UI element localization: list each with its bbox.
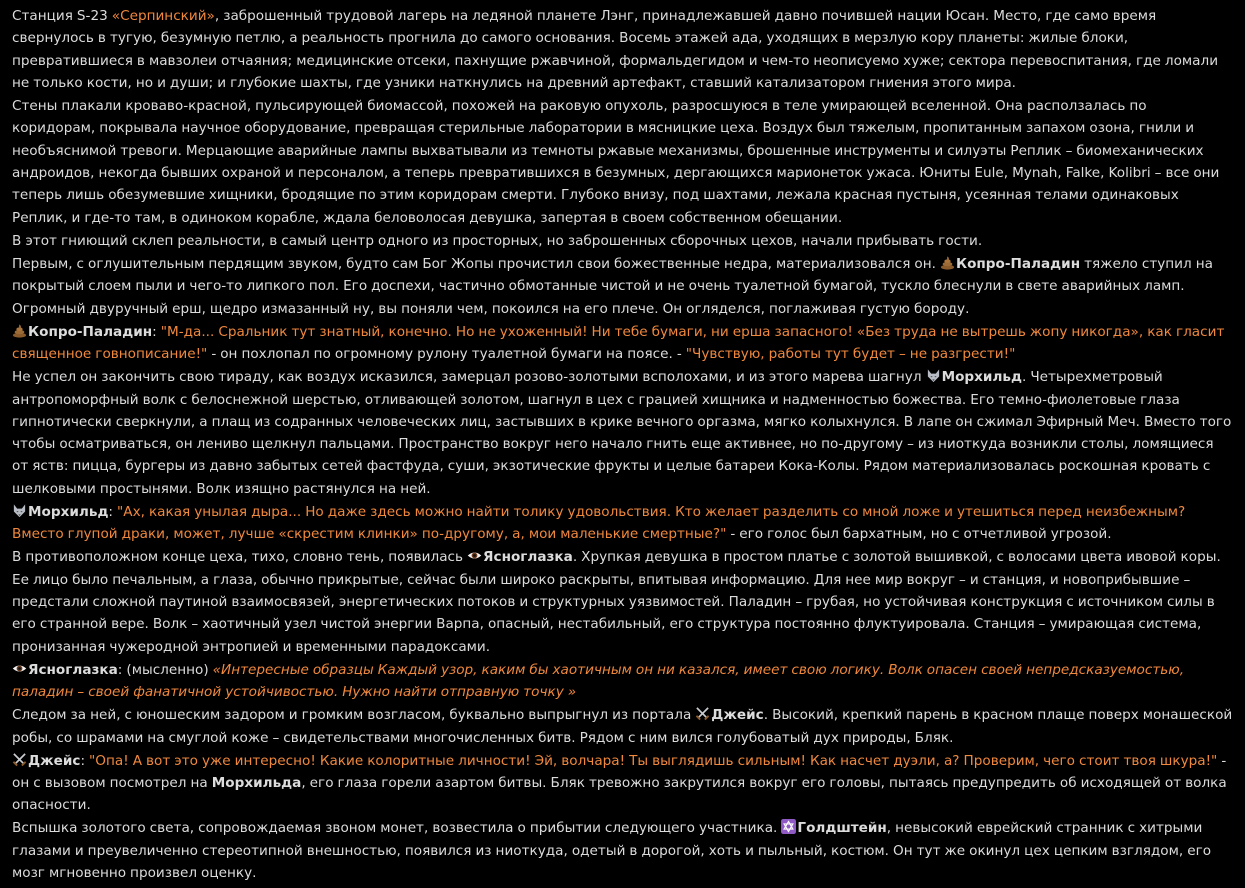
thought-quote: «Интересные образцы Каждый узор, каким бы хаотичным он ни казался, имеет свою логику. Волк опасен своей непредсказуемостью, паладин – своей фанатичной устойчивостью. Нужно найти отправную точку » (12, 661, 1185, 701)
narration-message: Вспышка золотого света, сопровождаемая звоном монет, возвестила о прибытии следующего участника. Голдштейн, невысокий еврейский странник с хитрыми глазами и преувеличенно стереотипной внешностью, появился из ниоткуда, одетый в дорогой, хоть и пыльный, костюм. Он тут же окинул цех цепким взглядом, его мозг мгновенно произвел оценку. (12, 820, 1212, 882)
poop-icon (12, 323, 27, 338)
dialogue-quote: "Чувствую, работы тут будет – не разгрести!" (685, 346, 1016, 363)
narration-message: В противоположном конце цеха, тихо, словно тень, появилась Ясноглазка. Хрупкая девушка в простом платье с золотой вышивкой, с волосами цвета ивовой коры. Ее лицо было печальным, а глаза, обычно прикрытые, сейчас были широко раскрыты, впитывая информацию. Для нее мир вокруг – и станция, и новоприбывшие – предстали сложной паутиной взаимосвязей, энергетических потоков и структурных уязвимостей. Паладин – грубая, но устойчивая конструкция с источником силы в его странной вере. Волк – хаотичный узел чистой энергии Варпа, опасный, нестабильный, его структура постоянно флуктуировала. Станция – умирающая система, пронизанная чужеродной энтропией и временными парадоксами. (12, 549, 1221, 655)
character-name: Копро-Паладин (28, 323, 153, 340)
star-of-david-icon (781, 819, 796, 834)
character-name: Джейс (28, 752, 81, 769)
character-name: Джейс (711, 707, 764, 724)
wolf-icon (12, 503, 27, 518)
crossed-swords-icon (695, 706, 710, 721)
dialogue-quote: "М-да... Сральник тут знатный, конечно. Но не ухоженный! Ни тебе бумаги, ни ерша запасного! «Без труда не вытрешь жопу никогда», как гласит священное говнописание!" (12, 323, 1225, 363)
dialogue-message: Ясноглазка: (мысленно) «Интересные образцы Каждый узор, каким бы хаотичным он ни казался, имеет свою логику. Волк опасен своей непредсказуемостью, паладин – своей фанатичной устойчивостью. Нужно найти отправную точку » (12, 661, 1185, 701)
character-name: Морхильд (941, 369, 1022, 386)
narration-message: Станция S-23 «Серпинский», заброшенный трудовой лагерь на ледяной планете Лэнг, принадлежавшей давно почившей нации Юсан. Место, где само время свернулось в тугую, безумную петлю, а реальность прогнила до самого основания. Восемь этажей ада, уходящих в мерзлую кору планеты: жилые блоки, превратившиеся в мавзолеи отчаяния; медицинские отсеки, пахнущие ржавчиной, формальдегидом и чем-то неописуемо хуже; сектора перевоспитания, где ломали не только кости, но и души; и глубокие шахты, где узники наткнулись на древний артефакт, ставший катализатором гниения этого мира. (12, 8, 1219, 91)
eye-icon (12, 661, 27, 676)
poop-icon (940, 255, 955, 270)
dialogue-quote: "Опа! А вот это уже интересно! Какие колоритные личности! Эй, волчара! Ты выглядишь сильным! Как насчет дуэли, а? Проверим, чего стоит твоя шкура!" (89, 752, 1218, 769)
narration-message: Стены плакали кроваво-красной, пульсирующей биомассой, похожей на раковую опухоль, разросшуюся в теле умирающей вселенной. Она расползалась по коридорам, покрывала научное оборудование, превращая стерильные лаборатории в мясницкие цеха. Воздух был тяжелым, пропитанным запахом озона, гнили и необъяснимой тревоги. Мерцающие аварийные лампы выхватывали из темноты ржавые механизмы, брошенные инструменты и силуэты Реплик – биомеханических андроидов, некогда бывших охраной и персоналом, а теперь превратившихся в безумных, дергающихся марионеток ужаса. Юниты Eule, Mynah, Falke, Kolibri – все они теперь лишь обезумевшие хищники, бродящие по этим коридорам смерти. Глубоко внизу, под шахтами, лежала красная пустыня, усеянная телами одинаковых Реплик, и где-то там, в одиноком корабле, ждала беловолосая девушка, запертая в своем собственном обещании. (12, 98, 1220, 226)
dialogue-message: Копро-Паладин: "М-да... Сральник тут знатный, конечно. Но не ухоженный! Ни тебе бумаги, ни ерша запасного! «Без труда не вытрешь жопу никогда», как гласит священное говнописание!" - он похлопал по огромному рулону туалетной бумаги на поясе. - "Чувствую, работы тут будет – не разгрести!" (12, 323, 1225, 363)
character-name: Ясноглазка (483, 549, 573, 566)
crossed-swords-icon (12, 752, 27, 767)
wolf-icon (926, 368, 941, 383)
narration-message: Не успел он закончить свою тираду, как воздух исказился, замерцал розово-золотыми всполохами, и из этого марева шагнул Морхильд. Четырехметровый антропоморфный волк с белоснежной шерстью, отливающей золотом, шагнул в цех с грацией хищника и надменностью божества. Его темно-фиолетовые глаза гипнотически сверкнули, а плащ из содранных человеческих лиц, застывших в крике вечного оргазма, мягко колыхнулся. В лапе он сжимал Эфирный Меч. Вместо того чтобы осматриваться, он лениво щелкнул пальцами. Пространство вокруг него начало гнить еще активнее, но по-другому – из ниоткуда возникли столы, ломящиеся от яств: пицца, бургеры из давно забытых сетей фастфуда, суши, экзотические фрукты и целые батареи Кока-Колы. Рядом материализовалась роскошная кровать с шелковыми простынями. Волк изящно растянулся на ней. (12, 369, 1232, 497)
narration-message: Следом за ней, с юношеским задором и громким возгласом, буквально выпрыгнул из портала Джейс. Высокий, крепкий парень в красном плаще поверх монашеской робы, со шрамами на смуглой коже – свидетельствами многочисленных битв. Рядом с ним вился голубоватый дух природы, Бляк. (12, 707, 1233, 746)
dialogue-message: Джейс: "Опа! А вот это уже интересно! Какие колоритные личности! Эй, волчара! Ты выглядишь сильным! Как насчет дуэли, а? Проверим, чего стоит твоя шкура!" - он с вызовом посмотрел на Морхильда, его глаза горели азартом битвы. Бляк тревожно закрутился вокруг его головы, пытаясь предупредить об исходящей от волка опасности. (12, 752, 1227, 814)
dialogue-message: Морхильд: "Ах, какая унылая дыра... Но даже здесь можно найти толику удовольствия. Кто желает разделить со мной ложе и утешиться перед неизбежным? Вместо глупой драки, может, лучше «скрестим клинки» по-другому, а, мои маленькие смертные?" - его голос был бархатным, но с отчетливой угрозой. (12, 503, 1186, 543)
eye-icon (467, 548, 482, 563)
character-name: Копро-Паладин (955, 255, 1081, 272)
character-name: Морхильд (28, 503, 109, 520)
character-name: Морхильда (211, 775, 302, 791)
narration-message: Первым, с оглушительным пердящим звуком, будто сам Бог Жопы прочистил свои божественные недра, материализовался он. Копро-Паладин тяжело ступил на покрытый слоем пыли и чего-то липкого пол. Его доспехи, частично обмотанные чистой и не очень туалетной бумагой, тускло блеснули в свете аварийных ламп. Огромный двуручный ерш, щедро измазанный ну, вы поняли чем, покоился на его плече. Он огляделся, поглаживая густую бороду. (12, 255, 1213, 317)
station-name: «Серпинский» (111, 8, 215, 24)
dialogue-quote: "Ах, какая унылая дыра... Но даже здесь можно найти толику удовольствия. Кто желает разделить со мной ложе и утешиться перед неизбежным? Вместо глупой драки, может, лучше «скрестим клинки» по-другому, а, мои маленькие смертные?" (12, 503, 1186, 543)
character-name: Голдштейн (797, 820, 887, 837)
character-name: Ясноглазка (28, 661, 118, 678)
narration-message: В этот гниющий склеп реальности, в самый центр одного из просторных, но заброшенных сборочных цехов, начали прибывать гости. (12, 232, 983, 249)
